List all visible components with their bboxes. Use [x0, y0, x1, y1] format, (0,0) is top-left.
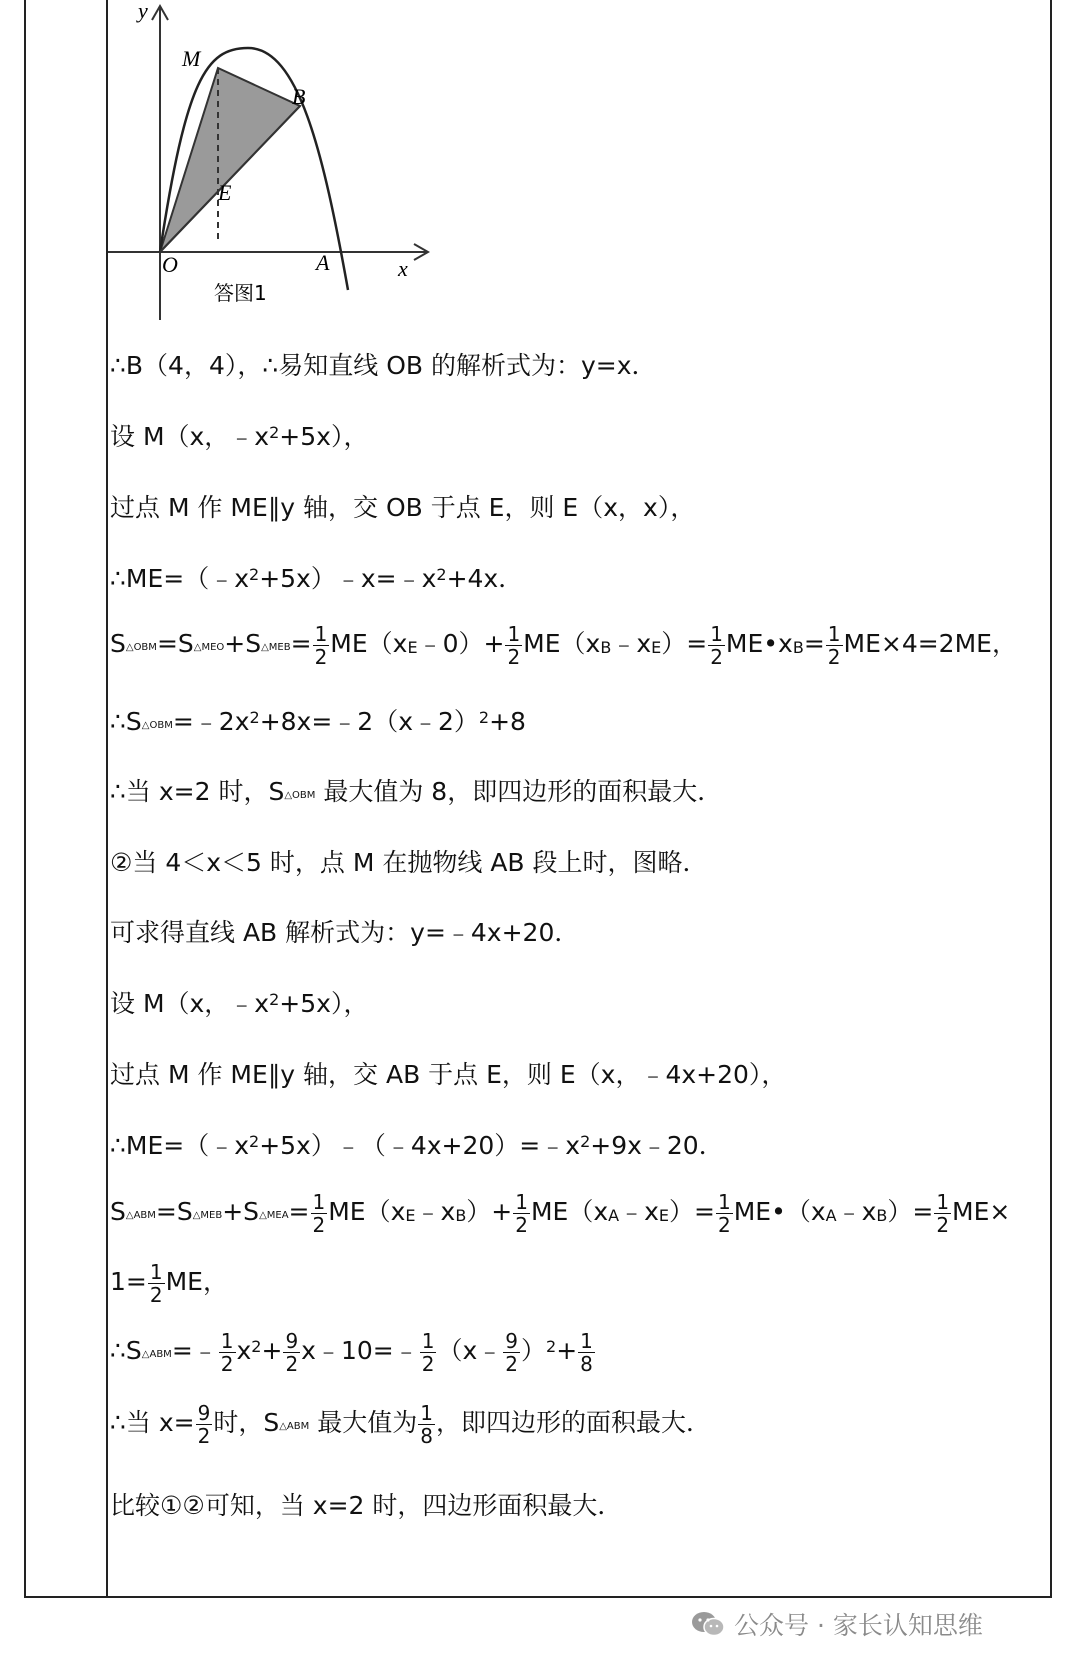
line-4: $\therefore ME=(﹣x^2+5x)﹣x=﹣x^2+4x$．: [110, 564, 524, 593]
label-O: O: [162, 252, 178, 277]
figure-caption: 答图1: [214, 281, 267, 305]
line-17: 比较①②可知，当 x=2 时，四边形面积最大．: [110, 1491, 623, 1520]
label-B: B: [292, 84, 306, 109]
label-M: M: [182, 46, 201, 71]
watermark: [690, 1606, 983, 1642]
table-left-border: [24, 0, 26, 1598]
line-13: $S_{\triangle ABM}=S_{\triangle MEB}+S_{\triangle MEA}=$ $\frac{1}{2}$ $ME(x_E﹣x_B)+$ $\frac{1}{2}$ $ME(x_A﹣x_E)=$ $\frac{1}{2}$ $ME•(x_A﹣x_B)=$ $\frac{1}{2}$ ME×: [110, 1189, 1011, 1237]
line-2: 设 M（x，$﹣x^2+5x$），: [110, 422, 369, 451]
watermark-text: 公众号 · 家长认知思维: [734, 1611, 983, 1640]
parabola-diagram: [108, 0, 438, 330]
table-right-border: [1050, 0, 1052, 1598]
line-7: ∴当 x=2 时，$S_{\triangle OBM}$ 最大值为 8，即四边形的面积最大．: [110, 777, 723, 806]
line-16: ∴当 x= $\frac{9}{2}$ 时，$S_{\triangle ABM}$ 最大值为 $\frac{1}{8}$ ，即四边形的面积最大．: [110, 1400, 711, 1448]
line-11: 过点 M 作 ME∥y 轴，交 AB 于点 E，则 E（x，﹣4x+20），: [110, 1060, 787, 1089]
line-12: $\therefore ME=(﹣x^2+5x)﹣(﹣4x+20)=﹣x^2+9x﹣20$．: [110, 1131, 724, 1160]
wechat-icon: [690, 1610, 726, 1638]
label-x: x: [398, 256, 408, 281]
line-1: ∴B（4，4），∴易知直线 OB 的解析式为：y=x．: [110, 351, 657, 380]
line-3: 过点 M 作 ME∥y 轴，交 OB 于点 E，则 E（x，x），: [110, 493, 696, 522]
table-bottom-border: [24, 1596, 1052, 1598]
line-9: 可求得直线 AB 解析式为：y=﹣4x+20．: [110, 918, 580, 947]
label-y: y: [138, 0, 148, 23]
line-8: ②当 4＜x＜5 时，点 M 在抛物线 AB 段上时，图略．: [110, 848, 708, 877]
line-15: $\therefore S_{\triangle ABM}=﹣$ $\frac{1}{2}$ $x^2+$ $\frac{9}{2}$ x﹣10=﹣ $\frac{1}{2}$ （x﹣ $\frac{9}{2}$ ）$^2$+ $\frac{1}{8}$: [110, 1328, 593, 1376]
line-10: 设 M（x，$﹣x^2+5x$），: [110, 989, 369, 1018]
line-14: 1= $\frac{1}{2}$ ME，: [110, 1259, 228, 1307]
triangle-OMB: [160, 68, 300, 252]
label-E: E: [218, 180, 232, 205]
line-6: $\therefore S_{\triangle OBM}=﹣2x^2+8x=﹣2(x﹣2)^2+8$: [110, 707, 526, 736]
parabola-figure: [108, 0, 438, 330]
label-A: A: [316, 250, 330, 275]
line-5: $S_{\triangle OBM}=S_{\triangle MEO}+S_{\triangle MEB}=$ $\frac{1}{2}$ $ME(x_E﹣0)+$ $\frac{1}{2}$ $ME(x_B﹣x_E)=$ $\frac{1}{2}$ $ME•x_B=$ $\frac{1}{2}$ ME×4=2ME，: [110, 621, 1017, 669]
